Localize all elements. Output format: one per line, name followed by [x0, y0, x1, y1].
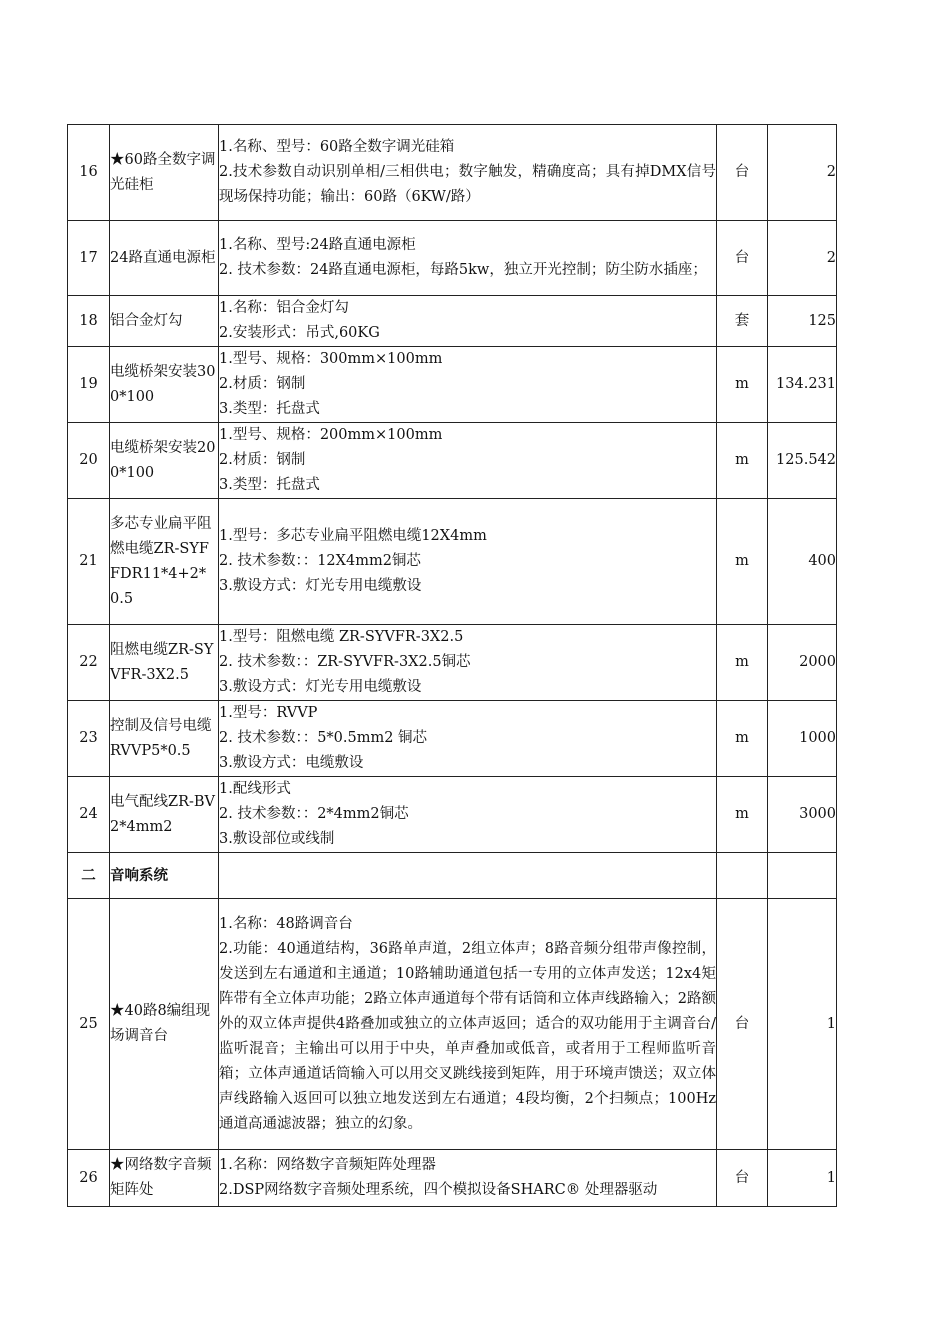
item-description	[219, 625, 717, 701]
item-name: 电缆桥架安装300*100	[110, 347, 219, 423]
item-unit: m	[717, 347, 768, 423]
description-line: 2. 技术参数：：12X4mm2铜芯	[219, 553, 421, 569]
item-quantity: 1000	[768, 701, 837, 777]
item-quantity: 134.231	[768, 347, 837, 423]
description-line: 2. 技术参数：：ZR-SYVFR-3X2.5铜芯	[219, 654, 471, 670]
item-unit: 台	[717, 125, 768, 221]
description-line: 3.敷设方式：灯光专用电缆敷设	[219, 679, 422, 695]
description-line: 3.类型：托盘式	[219, 477, 320, 493]
row-number: 23	[68, 701, 110, 777]
item-unit: 套	[717, 296, 768, 347]
item-name: 24路直通电源柜	[110, 221, 219, 296]
item-unit: 台	[717, 221, 768, 296]
item-name: 铝合金灯勾	[110, 296, 219, 347]
item-description	[219, 296, 717, 347]
description-line: 1.型号：多芯专业扁平阻燃电缆12X4mm	[219, 528, 487, 544]
table-row	[68, 1150, 837, 1207]
table-row	[68, 499, 837, 625]
description-line: 1.名称：网络数字音频矩阵处理器	[219, 1157, 436, 1173]
description-line: 3.敷设方式：电缆敷设	[219, 755, 364, 771]
table-row	[68, 899, 837, 1150]
item-name: 电气配线ZR-BV2*4mm2	[110, 777, 219, 853]
row-number: 19	[68, 347, 110, 423]
row-number: 24	[68, 777, 110, 853]
item-quantity: 1	[768, 1150, 837, 1207]
table-row	[68, 296, 837, 347]
item-unit: m	[717, 423, 768, 499]
description-line: 3.类型：托盘式	[219, 401, 320, 417]
description-line: 2. 技术参数：：5*0.5mm2 铜芯	[219, 730, 428, 746]
row-number: 18	[68, 296, 110, 347]
table-row	[68, 423, 837, 499]
item-description	[219, 221, 717, 296]
description-line: 1.型号、规格：200mm×100mm	[219, 427, 443, 443]
item-name: 控制及信号电缆RVVP5*0.5	[110, 701, 219, 777]
row-number: 22	[68, 625, 110, 701]
description-line: 1.型号、规格：300mm×100mm	[219, 351, 443, 367]
item-quantity: 125	[768, 296, 837, 347]
table-row	[68, 347, 837, 423]
table-row	[68, 701, 837, 777]
row-number: 21	[68, 499, 110, 625]
description-line: 1.型号：阻燃电缆 ZR-SYVFR-3X2.5	[219, 629, 464, 645]
table-row	[68, 125, 837, 221]
item-unit: m	[717, 625, 768, 701]
item-name: 阻燃电缆ZR-SYVFR-3X2.5	[110, 625, 219, 701]
item-unit: m	[717, 777, 768, 853]
item-quantity: 1	[768, 899, 837, 1150]
description-line: 3.敷设部位或线制	[219, 831, 335, 847]
description-line: 2. 技术参数：：2*4mm2铜芯	[219, 806, 409, 822]
section-title: 音响系统	[110, 853, 219, 899]
description-line: 1.型号：RVVP	[219, 705, 318, 721]
description-line: 1.名称：48路调音台	[219, 915, 353, 932]
item-description	[219, 347, 717, 423]
item-quantity: 400	[768, 499, 837, 625]
table-row	[68, 777, 837, 853]
table-row	[68, 625, 837, 701]
row-number: 16	[68, 125, 110, 221]
section-number: 二	[68, 853, 110, 899]
description-line: 2.材质：钢制	[219, 376, 306, 392]
item-unit: m	[717, 499, 768, 625]
section-row	[68, 853, 837, 899]
description-line: 2.技术参数自动识别单相/三相供电；数字触发，精确度高；具有掉DMX信号现场保持功能；输出：60路（6KW/路）	[219, 164, 716, 205]
description-line: 2. 技术参数：24路直通电源柜，每路5kw，独立开光控制；防尘防水插座；	[219, 262, 707, 278]
item-unit: m	[717, 701, 768, 777]
item-quantity: 2	[768, 125, 837, 221]
description-line: 2.安装形式：吊式,60KG	[219, 325, 380, 341]
row-number: 25	[68, 899, 110, 1150]
item-description	[219, 777, 717, 853]
spec-table	[67, 124, 837, 1207]
description-line: 1.配线形式	[219, 781, 291, 797]
description-line: 1.名称、型号：60路全数字调光硅箱	[219, 139, 455, 155]
item-description	[219, 899, 717, 1150]
item-description	[219, 125, 717, 221]
item-description	[219, 423, 717, 499]
description-line: 2.材质：钢制	[219, 452, 306, 468]
description-line: 2.DSP网络数字音频处理系统，四个模拟设备SHARC® 处理器驱动	[219, 1182, 658, 1198]
item-quantity: 2000	[768, 625, 837, 701]
row-number: 17	[68, 221, 110, 296]
description-line: 1.名称：铝合金灯勾	[219, 300, 349, 316]
item-name: ★40路8编组现场调音台	[110, 899, 219, 1150]
row-number: 26	[68, 1150, 110, 1207]
item-unit: 台	[717, 899, 768, 1150]
description-line: 2.功能：40通道结构，36路单声道，2组立体声；8路音频分组带声像控制，发送到左右通道和主通道；10路辅助通道包括一专用的立体声发送；12x4矩阵带有全立体声功能；2路立体声通道每个带有话筒和立体声线路输入；2路额外的双立体声提供4路叠加或独立的立体声返回；适合的双功能用于主调音台/监听混音；主输出可以用于中央，单声叠加或低音，或者用于工程师监听音箱；立体声通道话筒输入可以用交叉跳线接到矩阵，用于环境声馈送；双立体声线路输入返回可以独立地发送到左右通道；4段均衡，2个扫频点；100Hz通道高通滤波器；独立的幻象。	[219, 940, 716, 1132]
item-name: ★60路全数字调光硅柜	[110, 125, 219, 221]
item-name: 多芯专业扁平阻燃电缆ZR-SYFFDR11*4+2*0.5	[110, 499, 219, 625]
item-description	[219, 1150, 717, 1207]
item-description	[219, 701, 717, 777]
item-quantity: 3000	[768, 777, 837, 853]
item-quantity: 2	[768, 221, 837, 296]
table-row	[68, 221, 837, 296]
item-description	[219, 499, 717, 625]
item-name: 电缆桥架安装200*100	[110, 423, 219, 499]
item-name: ★网络数字音频矩阵处	[110, 1150, 219, 1207]
item-quantity: 125.542	[768, 423, 837, 499]
description-line: 1.名称、型号:24路直通电源柜	[219, 237, 416, 253]
description-line: 3.敷设方式：灯光专用电缆敷设	[219, 578, 422, 594]
item-unit: 台	[717, 1150, 768, 1207]
row-number: 20	[68, 423, 110, 499]
